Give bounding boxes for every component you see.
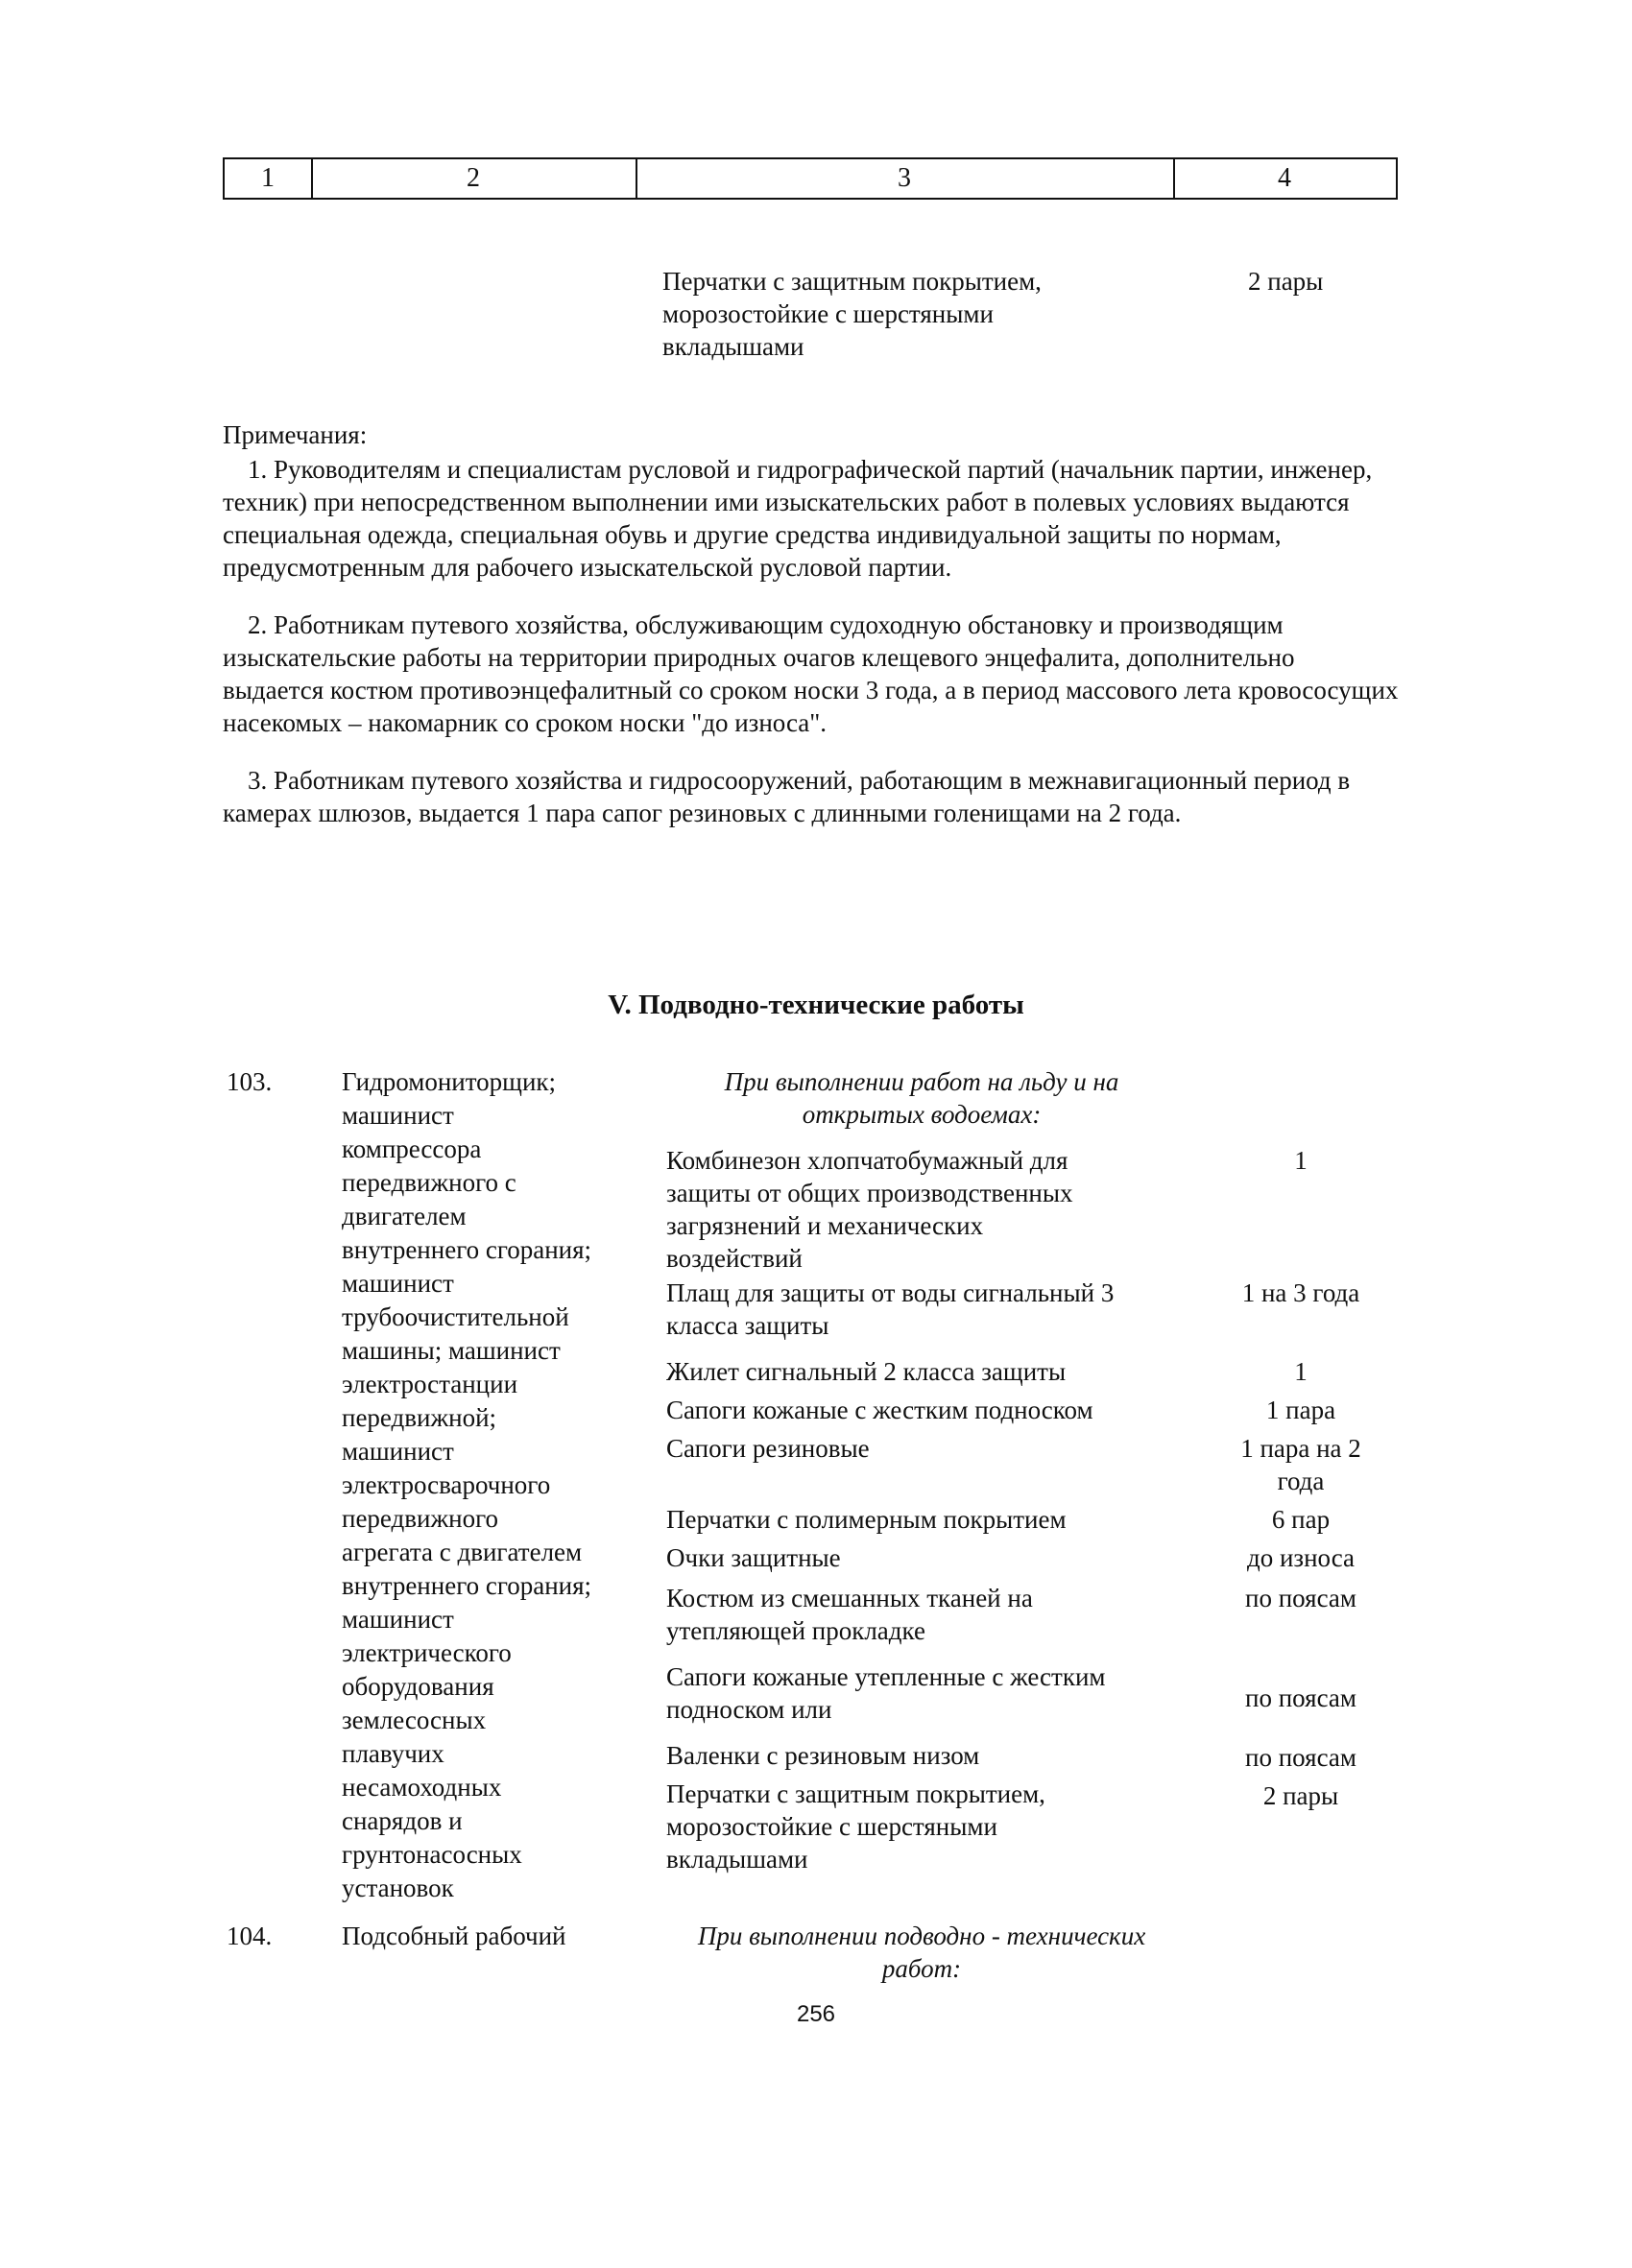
row104-condition — [653, 1920, 1190, 1985]
prof-line: грунтонасосных — [342, 1840, 522, 1869]
note-2: 2. Работникам путевого хозяйства, обслуживающим судоходную обстановку и производящим изыскательские работы на территории природных очагов клещевого энцефалита, дополнительно выдается костюм противоэнцефалитный со сроком носки 3 года, а в период массового лета кровососущих насекомых – накомарник со сроком носки "до износа". — [223, 610, 1399, 737]
item-name-8: Сапоги кожаные утепленные с жестким подноском или — [666, 1662, 1106, 1724]
prof-line: Гидромониторщик; — [342, 1067, 557, 1096]
note-1: 1. Руководителям и специалистам русловой и гидрографической партий (начальник партии, инженер, техник) при непосредственном выполнении ими изыскательских работ в полевых условиях выдаются специальная одежда, специальная обувь и другие средства индивидуальной защиты по нормам, предусмотренным для рабочего изыскательской русловой партии. — [223, 455, 1373, 582]
header-cell-4: 4 — [1278, 163, 1291, 193]
prof-line: внутреннего сгорания; — [342, 1571, 592, 1600]
item-qty-10: 2 пары — [1262, 1781, 1339, 1810]
row103-condition — [653, 1065, 1190, 1131]
row104-number: 104. — [227, 1922, 273, 1950]
item-name-7: Костюм из смешанных тканей на утепляющей прокладке — [666, 1584, 1033, 1645]
prof-line: электросварочного — [342, 1470, 551, 1499]
notes-block — [223, 453, 1402, 829]
top-item-qty: 2 пары — [1248, 267, 1324, 296]
item-name-3: Сапоги кожаные с жестким подноском — [666, 1396, 1093, 1424]
prof-line: машины; машинист — [342, 1336, 561, 1365]
header-cell-2: 2 — [467, 163, 480, 193]
prof-line: машинист — [342, 1605, 454, 1634]
prof-line: агрегата с двигателем — [342, 1538, 583, 1566]
item-qty-4: 1 пара на 2 года — [1240, 1434, 1361, 1495]
prof-line: компрессора — [342, 1134, 482, 1163]
item-name-6: Очки защитные — [666, 1543, 841, 1572]
prof-line: машинист — [342, 1437, 454, 1466]
item-qty-0: 1 — [1294, 1146, 1308, 1175]
prof-line: двигателем — [342, 1202, 467, 1230]
prof-line: трубоочистительной — [342, 1302, 569, 1331]
item-qty-7: по поясам — [1245, 1584, 1356, 1612]
top-item-name: Перчатки с защитным покрытием, морозостойкие с шерстяными вкладышами — [662, 267, 1042, 361]
condition-line: открытых водоемах: — [802, 1100, 1042, 1129]
condition-line: работ: — [881, 1954, 962, 1983]
notes-title: Примечания: — [223, 420, 368, 449]
item-qty-8: по поясам — [1245, 1683, 1356, 1712]
item-qty-1: 1 на 3 года — [1241, 1278, 1360, 1307]
prof-line: несамоходных — [342, 1773, 502, 1802]
page-number: 256 — [796, 2001, 836, 2027]
prof-line: оборудования — [342, 1672, 494, 1701]
item-name-0: Комбинезон хлопчатобумажный для защиты от общих производственных загрязнений и механических воздействий — [666, 1146, 1073, 1273]
prof-line: плавучих — [342, 1739, 444, 1768]
item-name-10: Перчатки с защитным покрытием, морозостойкие с шерстяными вкладышами — [666, 1779, 1045, 1874]
row103-number: 103. — [227, 1067, 273, 1096]
item-qty-2: 1 — [1294, 1357, 1308, 1386]
section-title: V. Подводно-технические работы — [608, 990, 1024, 1020]
item-name-2: Жилет сигнальный 2 класса защиты — [666, 1357, 1067, 1386]
row103-profession — [342, 1065, 659, 1905]
item-qty-5: 6 пар — [1271, 1505, 1331, 1534]
prof-line: машинист — [342, 1269, 454, 1298]
header-cell-3: 3 — [898, 163, 911, 193]
item-name-9: Валенки с резиновым низом — [666, 1741, 980, 1770]
row104-profession: Подсобный рабочий — [342, 1922, 566, 1950]
prof-line: электрического — [342, 1638, 512, 1667]
prof-line: установок — [342, 1874, 454, 1902]
prof-line: машинист — [342, 1101, 454, 1130]
prof-line: передвижного — [342, 1504, 499, 1533]
table-header-row — [223, 157, 1398, 200]
prof-line: внутреннего сгорания; — [342, 1235, 592, 1264]
item-name-4: Сапоги резиновые — [666, 1434, 870, 1463]
condition-line: При выполнении подводно - технических — [697, 1922, 1146, 1950]
prof-line: передвижной; — [342, 1403, 497, 1432]
item-qty-3: 1 пара — [1265, 1396, 1336, 1424]
prof-line: электростанции — [342, 1370, 518, 1398]
item-qty-9: по поясам — [1245, 1743, 1356, 1772]
note-3: 3. Работникам путевого хозяйства и гидросооружений, работающим в межнавигационный период в камерах шлюзов, выдается 1 пара сапог резиновых с длинными голенищами на 2 года. — [223, 766, 1351, 827]
item-qty-6: до износа — [1246, 1543, 1356, 1572]
condition-line: При выполнении работ на льду и на — [724, 1067, 1119, 1096]
prof-line: передвижного с — [342, 1168, 516, 1197]
header-cell-1: 1 — [261, 163, 275, 193]
prof-line: землесосных — [342, 1706, 487, 1734]
prof-line: снарядов и — [342, 1806, 463, 1835]
item-name-1: Плащ для защиты от воды сигнальный 3 класса защиты — [666, 1278, 1115, 1340]
item-name-5: Перчатки с полимерным покрытием — [666, 1505, 1067, 1534]
